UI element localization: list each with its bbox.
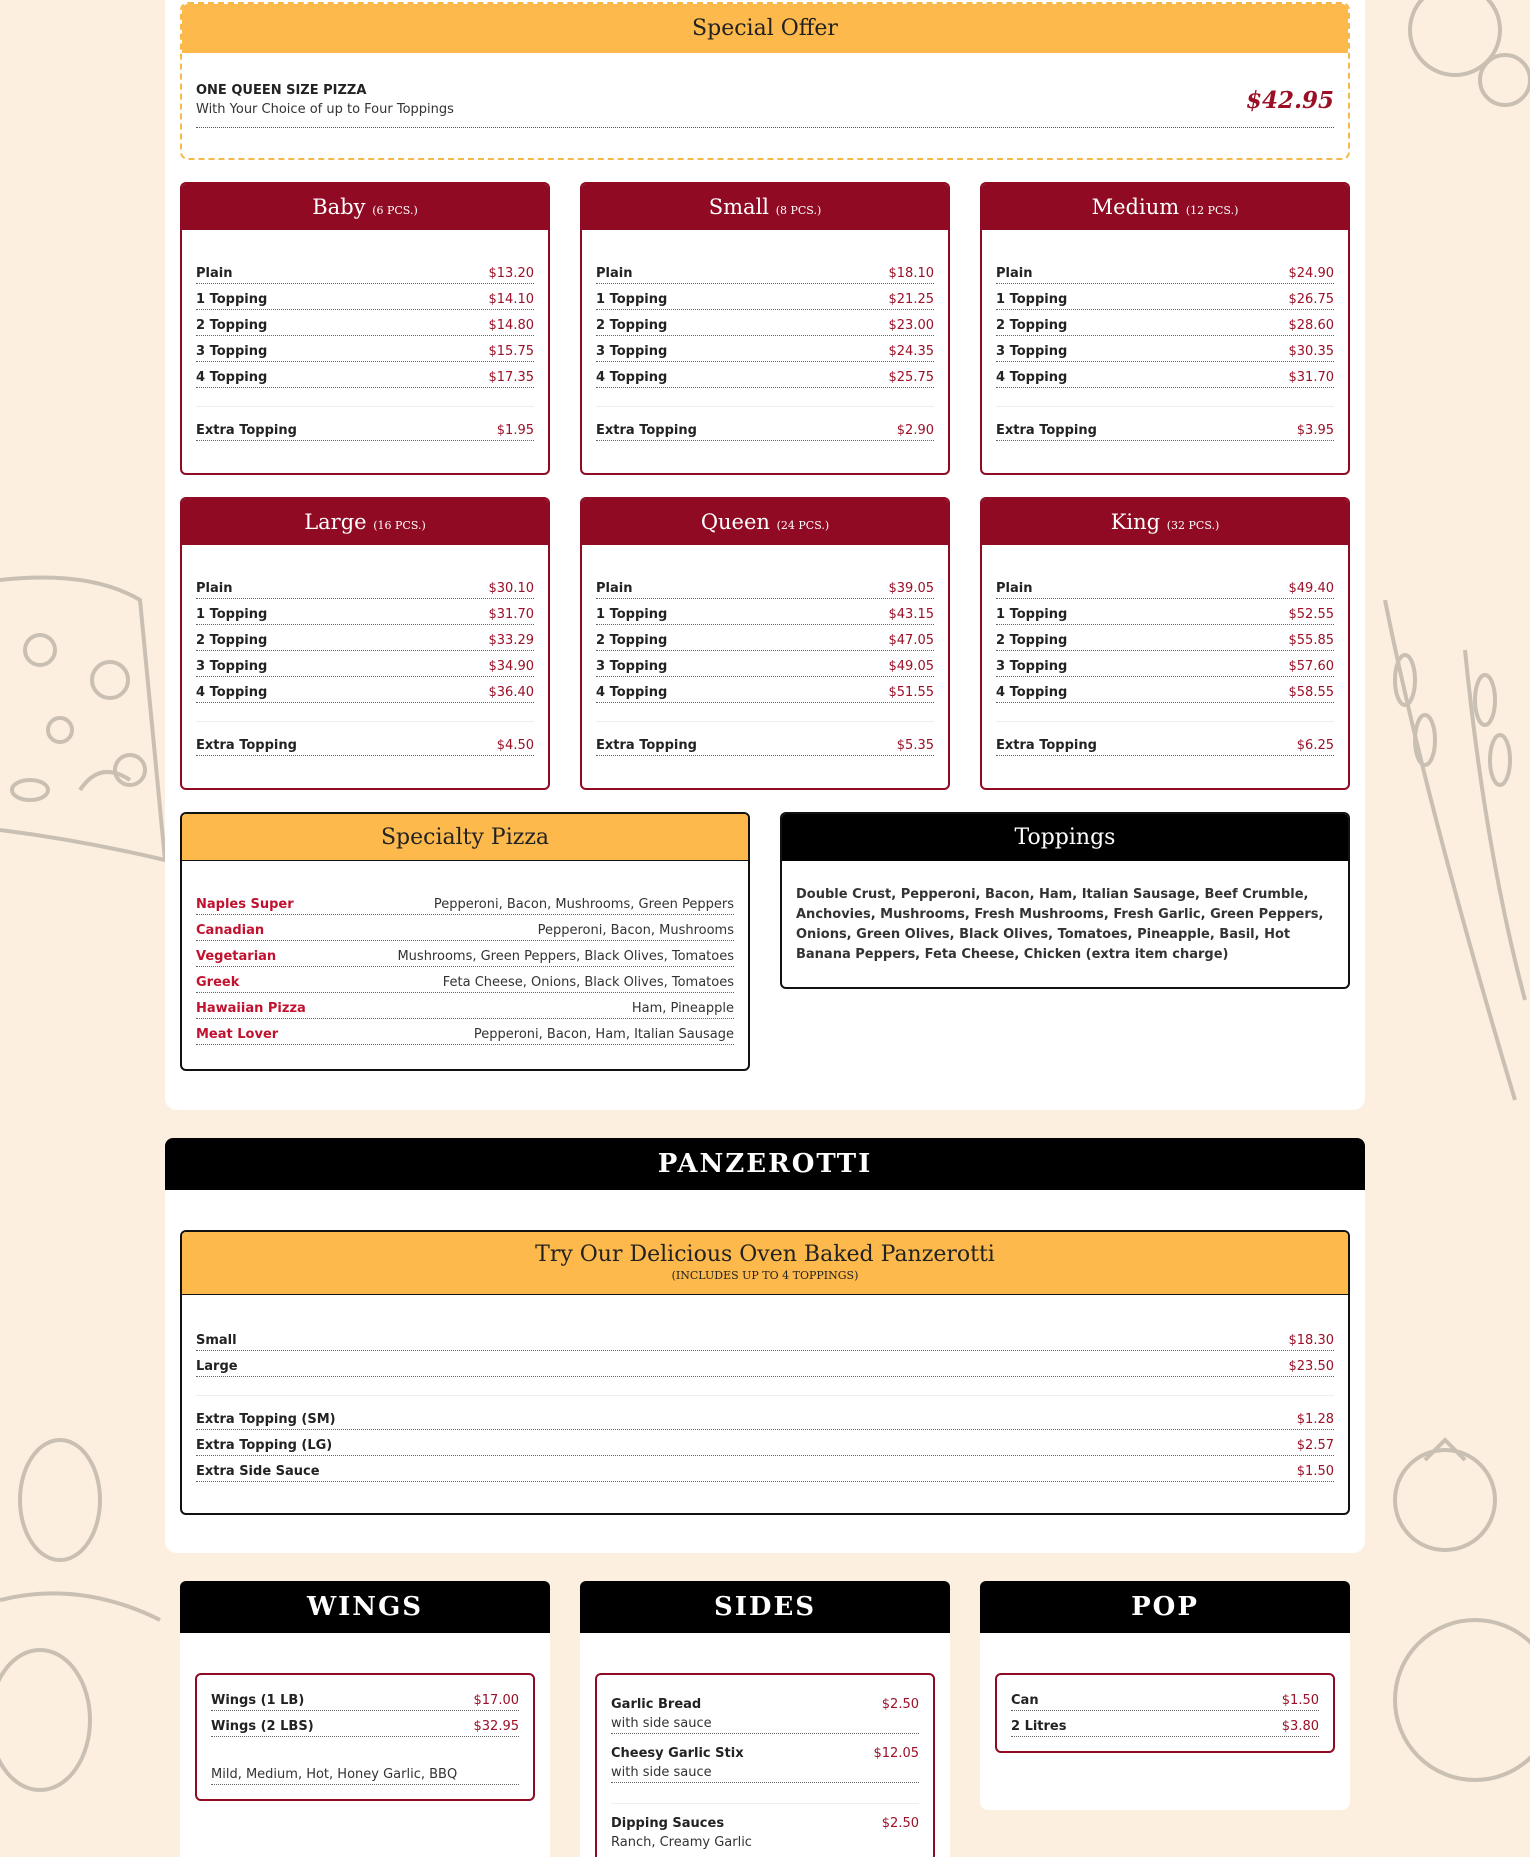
- item-label: 4 Topping: [996, 685, 1068, 700]
- size-pieces: (16 PCS.): [373, 519, 426, 532]
- item-price: $6.25: [1296, 738, 1334, 753]
- list-item: [196, 258, 534, 284]
- item-price: $2.50: [881, 1697, 919, 1712]
- offer-price: $42.95: [1245, 87, 1334, 114]
- item-price: $24.90: [1288, 266, 1334, 281]
- item-price: Pepperoni, Bacon, Mushrooms, Green Peppers: [433, 897, 734, 912]
- list-item: [996, 599, 1334, 625]
- size-card-small: [580, 182, 950, 475]
- size-pieces: (12 PCS.): [1185, 204, 1239, 217]
- item-label: 4 Topping: [596, 370, 668, 385]
- item-label: Hawaiian Pizza: [196, 1001, 306, 1016]
- list-item: [196, 310, 534, 336]
- item-label: 1 Topping: [196, 607, 268, 622]
- item-label: 1 Topping: [596, 607, 668, 622]
- item-note: Ranch, Creamy Garlic: [611, 1835, 752, 1850]
- item-price: $58.55: [1288, 685, 1334, 700]
- item-price: $3.80: [1281, 1719, 1319, 1734]
- panzerotti-title: Try Our Delicious Oven Baked Panzerotti: [535, 1242, 995, 1267]
- item-price: $30.10: [488, 581, 534, 596]
- item-price: $24.35: [888, 344, 934, 359]
- item-label: 2 Topping: [196, 633, 268, 648]
- list-item: [196, 599, 534, 625]
- size-name: Small: [708, 195, 770, 219]
- item-price: $36.40: [488, 685, 534, 700]
- toppings-list: Double Crust, Pepperoni, Bacon, Ham, Italian Sausage, Beef Crumble, Anchovies, Mushrooms, Fresh Mushrooms, Fresh Garlic, Green Peppers, Onions, Green Olives, Black Olives, Tomatoes, Pineapple, Basil, Hot Banana Peppers, Feta Cheese, Chicken (extra item charge): [796, 887, 1324, 962]
- size-name: Queen: [700, 510, 770, 534]
- item-price: $15.75: [488, 344, 534, 359]
- olive-sketch-icon: [0, 1420, 170, 1857]
- list-item: [196, 889, 734, 915]
- size-name: Medium: [1091, 195, 1180, 219]
- item-price: $12.05: [873, 1746, 919, 1761]
- size-pieces: (6 PCS.): [372, 204, 418, 217]
- size-card-medium: [980, 182, 1350, 475]
- divider: [596, 406, 934, 407]
- wings-title: WINGS: [180, 1581, 550, 1633]
- size-title: [582, 184, 948, 230]
- item-price: $2.90: [896, 423, 934, 438]
- list-item: [196, 941, 734, 967]
- list-item: [196, 651, 534, 677]
- panzerotti-subtitle: (INCLUDES UP TO 4 TOPPINGS): [671, 1269, 859, 1282]
- list-item: [196, 1019, 734, 1045]
- item-label: 3 Topping: [596, 659, 668, 674]
- item-label: 2 Litres: [1011, 1719, 1067, 1734]
- item-price: $4.50: [496, 738, 534, 753]
- list-item: [196, 1351, 1334, 1377]
- item-label: Plain: [996, 266, 1033, 281]
- offer-item-name: ONE QUEEN SIZE PIZZA: [196, 83, 367, 98]
- item-label: Extra Topping (SM): [196, 1412, 336, 1427]
- list-item: [596, 258, 934, 284]
- list-item: [596, 284, 934, 310]
- item-price: $5.35: [896, 738, 934, 753]
- item-label: 4 Topping: [196, 370, 268, 385]
- tomato-sketch-icon: [1365, 1400, 1530, 1857]
- item-price: Pepperoni, Bacon, Ham, Italian Sausage: [473, 1027, 734, 1042]
- list-item: [196, 1456, 1334, 1482]
- sides-section: [580, 1581, 950, 1857]
- divider: [996, 721, 1334, 722]
- pizza-sketch-icon: [0, 560, 170, 900]
- item-label: 4 Topping: [996, 370, 1068, 385]
- item-label: Can: [1011, 1693, 1039, 1708]
- item-price: $52.55: [1288, 607, 1334, 622]
- item-price: $17.00: [473, 1693, 519, 1708]
- item-label: 3 Topping: [996, 659, 1068, 674]
- divider: [996, 406, 1334, 407]
- item-price: $57.60: [1288, 659, 1334, 674]
- size-pieces: (24 PCS.): [776, 519, 830, 532]
- list-item: [211, 1685, 519, 1711]
- item-label: Plain: [596, 581, 633, 596]
- mushroom-sketch-icon: [1365, 0, 1530, 120]
- list-item: [196, 415, 534, 441]
- item-price: $1.28: [1296, 1412, 1334, 1427]
- list-item: [596, 415, 934, 441]
- item-label: Small: [196, 1333, 237, 1348]
- item-price: $2.57: [1296, 1438, 1334, 1453]
- size-card-king: [980, 497, 1350, 790]
- item-label: Wings (1 LB): [211, 1693, 305, 1708]
- specialty-pizza-card: [180, 812, 750, 1071]
- item-price: $1.50: [1296, 1464, 1334, 1479]
- item-price: $31.70: [488, 607, 534, 622]
- list-item: [196, 1430, 1334, 1456]
- item-label: Extra Topping: [196, 423, 297, 438]
- item-label: Large: [196, 1359, 238, 1374]
- item-price: $21.25: [888, 292, 934, 307]
- item-price: $14.10: [488, 292, 534, 307]
- list-item: [596, 336, 934, 362]
- item-price: $49.05: [888, 659, 934, 674]
- list-item: [596, 310, 934, 336]
- pop-card: [995, 1673, 1335, 1753]
- sides-title: SIDES: [580, 1581, 950, 1633]
- item-label: 3 Topping: [196, 659, 268, 674]
- list-item: [1011, 1685, 1319, 1711]
- item-label: Greek: [196, 975, 240, 990]
- size-title: [982, 184, 1348, 230]
- item-label: 1 Topping: [196, 292, 268, 307]
- wings-card: [195, 1673, 535, 1801]
- divider: [196, 406, 534, 407]
- list-item: [611, 1812, 919, 1852]
- item-label: Naples Super: [196, 897, 294, 912]
- item-price: $55.85: [1288, 633, 1334, 648]
- item-label: 2 Topping: [196, 318, 268, 333]
- item-label: 3 Topping: [996, 344, 1068, 359]
- item-price: $23.50: [1288, 1359, 1334, 1374]
- list-item: [196, 573, 534, 599]
- item-price: $39.05: [888, 581, 934, 596]
- list-item: [211, 1711, 519, 1737]
- item-label: Extra Topping: [596, 738, 697, 753]
- item-price: $14.80: [488, 318, 534, 333]
- item-price: $1.50: [1281, 1693, 1319, 1708]
- item-label: Extra Topping: [996, 738, 1097, 753]
- item-price: $1.95: [496, 423, 534, 438]
- list-item: [196, 1404, 1334, 1430]
- item-label: Wings (2 LBS): [211, 1719, 314, 1734]
- item-label: 3 Topping: [196, 344, 268, 359]
- list-item: [196, 362, 534, 388]
- special-offer-title: Special Offer: [182, 4, 1348, 53]
- size-title: [982, 499, 1348, 545]
- item-label: Meat Lover: [196, 1027, 279, 1042]
- list-item: [996, 258, 1334, 284]
- list-item: [196, 915, 734, 941]
- sides-card: [595, 1673, 935, 1857]
- size-title: [182, 184, 548, 230]
- divider: [596, 721, 934, 722]
- size-name: Large: [304, 510, 367, 534]
- panzerotti-card: [180, 1230, 1350, 1515]
- item-price: $34.90: [488, 659, 534, 674]
- item-label: 1 Topping: [996, 607, 1068, 622]
- item-label: 1 Topping: [996, 292, 1068, 307]
- list-item: [596, 573, 934, 599]
- item-price: $51.55: [888, 685, 934, 700]
- list-item: [596, 651, 934, 677]
- item-price: $17.35: [488, 370, 534, 385]
- offer-item-desc: With Your Choice of up to Four Toppings: [196, 102, 454, 117]
- list-item: [196, 1325, 1334, 1351]
- item-label: Vegetarian: [196, 949, 277, 964]
- list-item: [996, 573, 1334, 599]
- size-title: [182, 499, 548, 545]
- item-price: Mushrooms, Green Peppers, Black Olives, Tomatoes: [397, 949, 734, 964]
- list-item: [996, 310, 1334, 336]
- divider: [196, 127, 1334, 128]
- item-label: Plain: [196, 266, 233, 281]
- size-card-large: [180, 497, 550, 790]
- item-price: Pepperoni, Bacon, Mushrooms: [537, 923, 734, 938]
- list-item: [996, 284, 1334, 310]
- size-title: [582, 499, 948, 545]
- item-price: $25.75: [888, 370, 934, 385]
- item-price: $2.50: [881, 1816, 919, 1831]
- size-name: Baby: [312, 195, 366, 219]
- list-item: [996, 730, 1334, 756]
- item-label: Plain: [196, 581, 233, 596]
- list-item: [196, 336, 534, 362]
- item-price: $28.60: [1288, 318, 1334, 333]
- list-item: [596, 599, 934, 625]
- size-pieces: (32 PCS.): [1166, 519, 1220, 532]
- list-item: [996, 415, 1334, 441]
- item-label: 2 Topping: [996, 633, 1068, 648]
- list-item: [596, 625, 934, 651]
- item-label: 4 Topping: [596, 685, 668, 700]
- size-card-baby: [180, 182, 550, 475]
- item-label: Extra Topping: [596, 423, 697, 438]
- list-item: [596, 362, 934, 388]
- item-note: with side sauce: [611, 1716, 712, 1731]
- item-price: $47.05: [888, 633, 934, 648]
- list-item: [1011, 1711, 1319, 1737]
- item-label: Extra Topping: [196, 738, 297, 753]
- list-item: [611, 1742, 919, 1783]
- list-item: [196, 284, 534, 310]
- pop-section: [980, 1581, 1350, 1810]
- list-item: [196, 677, 534, 703]
- list-item: [196, 730, 534, 756]
- item-price: $23.00: [888, 318, 934, 333]
- item-price: $31.70: [1288, 370, 1334, 385]
- panzerotti-banner: PANZEROTTI: [165, 1138, 1365, 1190]
- item-price: $49.40: [1288, 581, 1334, 596]
- item-price: $18.10: [888, 266, 934, 281]
- item-label: 2 Topping: [596, 633, 668, 648]
- item-price: $18.30: [1288, 1333, 1334, 1348]
- list-item: [196, 993, 734, 1019]
- size-pieces: (8 PCS.): [775, 204, 822, 217]
- wing-flavors: Mild, Medium, Hot, Honey Garlic, BBQ: [211, 1767, 519, 1785]
- list-item: [611, 1693, 919, 1734]
- item-price: $30.35: [1288, 344, 1334, 359]
- item-label: Extra Side Sauce: [196, 1464, 320, 1479]
- item-note: with side sauce: [611, 1765, 712, 1780]
- toppings-card: [780, 812, 1350, 989]
- item-price: Ham, Pineapple: [631, 1001, 734, 1016]
- divider: [196, 1395, 1334, 1396]
- wheat-sketch-icon: [1365, 600, 1530, 1120]
- list-item: [596, 730, 934, 756]
- item-label: Extra Topping: [996, 423, 1097, 438]
- list-item: [996, 336, 1334, 362]
- list-item: [996, 625, 1334, 651]
- item-label: Plain: [996, 581, 1033, 596]
- list-item: [996, 362, 1334, 388]
- divider: [196, 721, 534, 722]
- item-price: $13.20: [488, 266, 534, 281]
- toppings-title: Toppings: [782, 814, 1348, 861]
- item-price: $32.95: [473, 1719, 519, 1734]
- item-label: Cheesy Garlic Stix: [611, 1746, 744, 1761]
- list-item: [196, 967, 734, 993]
- list-item: [196, 625, 534, 651]
- special-offer-card: [180, 2, 1350, 160]
- item-label: 2 Topping: [996, 318, 1068, 333]
- specialty-title: Specialty Pizza: [182, 814, 748, 861]
- item-price: Feta Cheese, Onions, Black Olives, Tomatoes: [442, 975, 734, 990]
- item-label: Canadian: [196, 923, 265, 938]
- list-item: [596, 677, 934, 703]
- item-label: Dipping Sauces: [611, 1816, 725, 1831]
- item-price: $33.29: [488, 633, 534, 648]
- item-price: $3.95: [1296, 423, 1334, 438]
- item-label: Plain: [596, 266, 633, 281]
- item-label: 3 Topping: [596, 344, 668, 359]
- item-label: 2 Topping: [596, 318, 668, 333]
- wings-section: [180, 1581, 550, 1857]
- item-label: Garlic Bread: [611, 1697, 702, 1712]
- list-item: [996, 651, 1334, 677]
- item-label: 1 Topping: [596, 292, 668, 307]
- size-card-queen: [580, 497, 950, 790]
- item-price: $26.75: [1288, 292, 1334, 307]
- pop-title: POP: [980, 1581, 1350, 1633]
- item-label: 4 Topping: [196, 685, 268, 700]
- list-item: [996, 677, 1334, 703]
- item-label: Extra Topping (LG): [196, 1438, 333, 1453]
- item-price: $43.15: [888, 607, 934, 622]
- size-name: King: [1110, 510, 1161, 534]
